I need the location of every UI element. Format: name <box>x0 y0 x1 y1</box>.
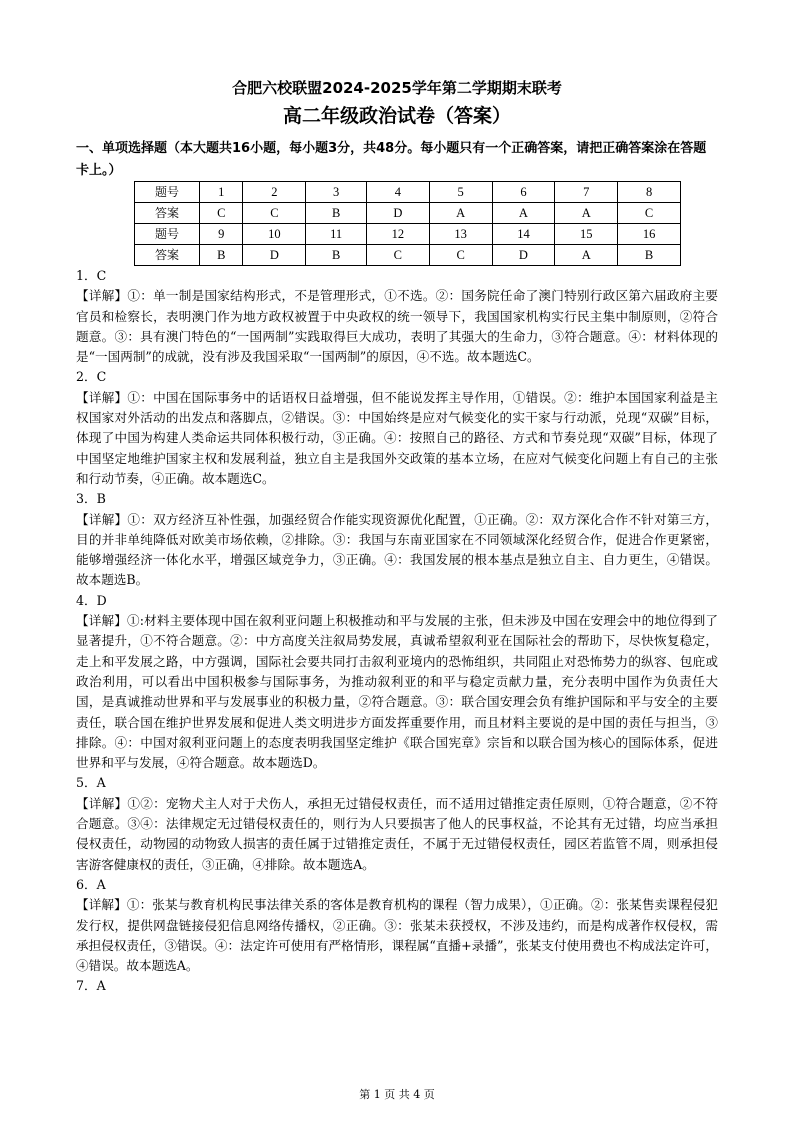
table-cell: C <box>429 245 492 266</box>
question-detail: 【详解】①：单一制是国家结构形式，不是管理形式，①不选。②：国务院任命了澳门特别行政区第六届政府主要官员和检察长，表明澳门作为地方政权被置于中央政权的统一领导下，我国国家机构实行民主集中制原则，②符合题意。③：具有澳门特色的“一国两制”实践取得巨大成功，表明了其强大的生命力，③符合题意。④：材料体现的是“一国两制”的成就，没有涉及我国采取“一国两制”的原因，④不选。故本题选C。 <box>76 288 718 365</box>
table-cell: 8 <box>618 182 681 203</box>
table-cell: 9 <box>200 224 243 245</box>
table-cell: C <box>243 203 306 224</box>
table-cell: 10 <box>243 224 306 245</box>
table-cell: 1 <box>200 182 243 203</box>
answer-explanations <box>76 266 718 997</box>
table-cell: 4 <box>366 182 429 203</box>
table-cell: 16 <box>618 224 681 245</box>
exam-subtitle: 高二年级政治试卷（答案） <box>282 105 511 127</box>
table-row <box>135 224 681 245</box>
table-cell: C <box>618 203 681 224</box>
table-cell: 12 <box>366 224 429 245</box>
table-cell: B <box>306 245 367 266</box>
question-number: 1．C <box>76 268 107 283</box>
question-detail: 【详解】①：张某与教育机构民事法律关系的客体是教育机构的课程（智力成果），①正确。②：张某售卖课程侵犯发行权，提供网盘链接侵犯信息网络传播权，②正确。③：张某未获授权，不涉及违约，而是构成著作权侵权，需承担侵权责任，③错误。④：法定许可使用有严格情形，课程属“直播+录播”，张某支付使用费也不构成法定许可，④错误。故本题选A。 <box>76 897 718 974</box>
table-cell: D <box>492 245 555 266</box>
table-cell: A <box>429 203 492 224</box>
table-cell: B <box>618 245 681 266</box>
question-detail: 【详解】①：双方经济互补性强，加强经贸合作能实现资源优化配置，①正确。②：双方深化合作不针对第三方，目的并非单纯降低对欧美市场依赖，②排除。③：我国与东南亚国家在不同领域深化经贸合作，促进合作更紧密，能够增强经济一体化水平，增强区域竞争力，③正确。④：我国发展的根本基点是独立自主、自力更生，④错误。故本题选B。 <box>76 511 718 588</box>
table-cell: B <box>200 245 243 266</box>
table-cell: 11 <box>306 224 367 245</box>
question-detail: 【详解】①②：宠物犬主人对于犬伤人，承担无过错侵权责任，而不适用过错推定责任原则，①符合题意，②不符合题意。③④：法律规定无过错侵权责任的，则行为人只要损害了他人的民事权益，不论其有无过错，均应当承担侵权责任，动物园的动物致人损害的责任属于过错推定责任，不属于无过错侵权责任，园区若监管不周，则承担侵害游客健康权的责任，③正确，④排除。故本题选A。 <box>76 795 718 872</box>
question-number: 6．A <box>76 876 106 892</box>
table-row <box>135 203 681 224</box>
table-cell: 2 <box>243 182 306 203</box>
table-header-cell: 题号 <box>135 182 200 203</box>
question-detail: 【详解】①：中国在国际事务中的话语权日益增强，但不能说发挥主导作用，①错误。②：维护本国国家利益是主权国家对外活动的出发点和落脚点，②错误。③：中国始终是应对气候变化的实干家与行动派，兑现“双碳”目标，体现了中国为构建人类命运共同体积极行动，③正确。④：按照自己的路径、方式和节奏兑现“双碳”目标，体现了中国坚定地维护国家主权和发展利益，独立自主是我国外交政策的基本立场，在应对气候变化问题上有自己的主张和行动节奏，④正确。故本题选C。 <box>76 389 718 486</box>
table-row <box>135 245 681 266</box>
table-cell: A <box>555 245 618 266</box>
table-cell: 5 <box>429 182 492 203</box>
table-cell: 13 <box>429 224 492 245</box>
table-cell: C <box>200 203 243 224</box>
question-number: 7．A <box>76 978 106 994</box>
question-number: 5．A <box>76 775 106 791</box>
table-cell: D <box>366 203 429 224</box>
exam-title: 合肥六校联盟2024-2025学年第二学期期末联考 <box>232 79 562 97</box>
question-number: 3．B <box>76 491 106 507</box>
question-detail: 【详解】①:材料主要体现中国在叙利亚问题上积极推动和平与发展的主张，但未涉及中国在安理会中的地位得到了显著提升，①不符合题意。②：中方高度关注叙局势发展，真诚希望叙利亚在国际社会的帮助下，尽快恢复稳定，走上和平发展之路，中方强调，国际社会要共同打击叙利亚境内的恐怖组织，共同阻止对恐怖势力的纵容、包庇或政治利用，可以看出中国积极参与国际事务，为推动叙利亚的和平与稳定贡献力量，充分表明中国作为负责任大国，是真诚推动世界和平与发展事业的积极力量，②符合题意。③：联合国安理会负有维护国际和平与安全的主要责任，联合国在维护世界发展和促进人类文明进步方面发挥重要作用，而且材料主要说的是中国的责任与担当，③排除。④：中国对叙利亚问题上的态度表明我国坚定维护《联合国宪章》宗旨和以联合国为核心的国际体系，促进世界和平与发展，④符合题意。故本题选D。 <box>76 613 718 771</box>
table-cell: 3 <box>306 182 367 203</box>
table-row <box>135 182 681 203</box>
table-header-cell: 答案 <box>135 203 200 224</box>
section-heading: 一、单项选择题（本大题共16小题，每小题3分，共48分。每小题只有一个正确答案，请把正确答案涂在答题卡上。） <box>76 141 707 178</box>
table-cell: 14 <box>492 224 555 245</box>
question-number: 2．C <box>76 369 107 385</box>
answer-table <box>134 181 681 266</box>
table-cell: A <box>492 203 555 224</box>
page-footer: 第 1 页 共 4 页 <box>359 1088 435 1101</box>
table-cell: 7 <box>555 182 618 203</box>
table-cell: D <box>243 245 306 266</box>
table-cell: 6 <box>492 182 555 203</box>
question-number: 4．D <box>76 592 107 608</box>
table-cell: A <box>555 203 618 224</box>
table-cell: B <box>306 203 367 224</box>
table-cell: C <box>366 245 429 266</box>
table-header-cell: 题号 <box>135 224 200 245</box>
table-header-cell: 答案 <box>135 245 200 266</box>
table-cell: 15 <box>555 224 618 245</box>
